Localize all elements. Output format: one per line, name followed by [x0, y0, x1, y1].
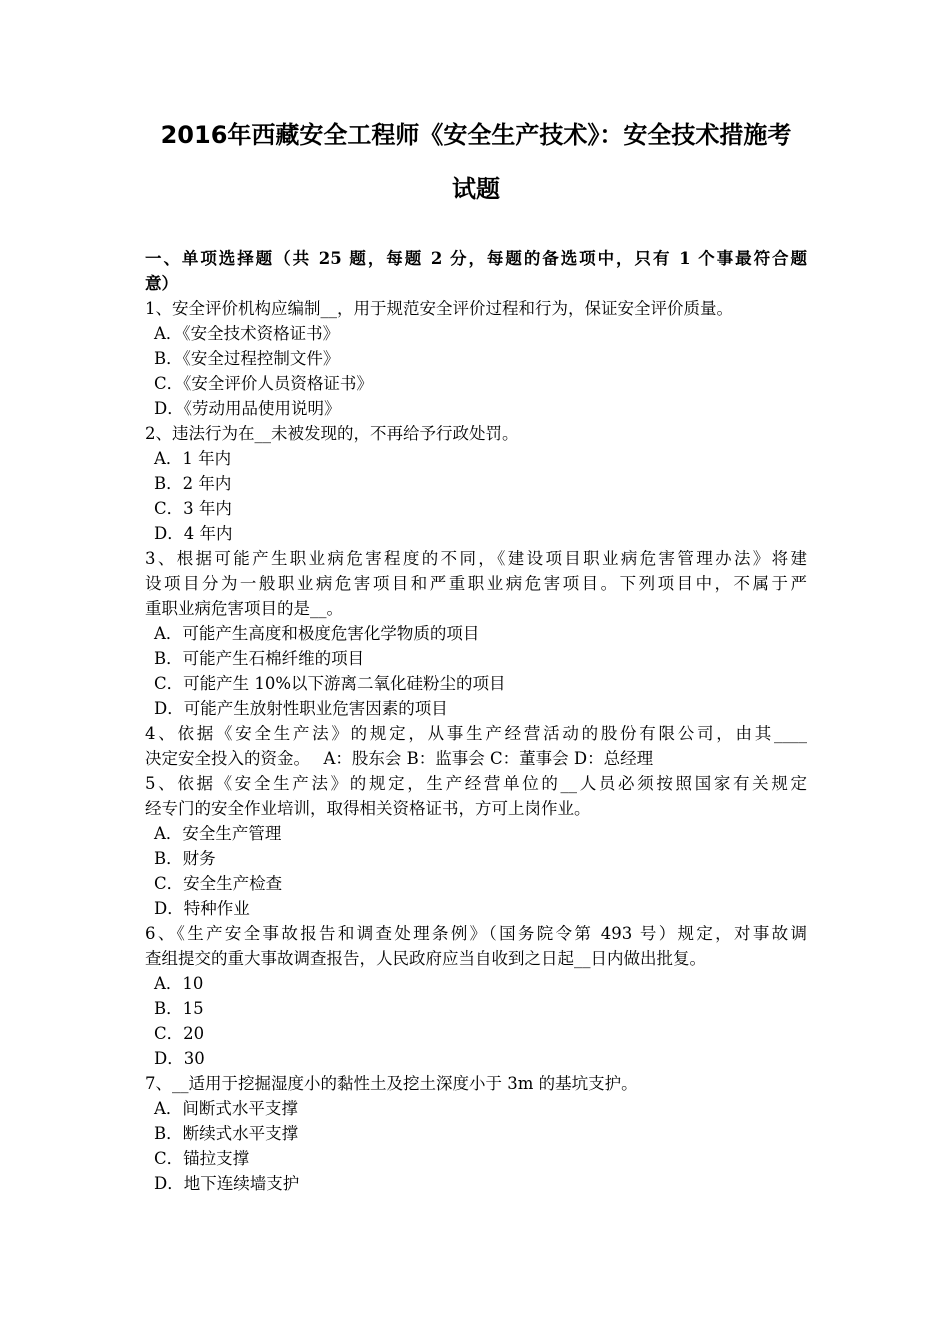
question-item [145, 921, 807, 1071]
question-item [145, 721, 807, 771]
answer-option: D．《劳动用品使用说明》 [154, 399, 341, 418]
answer-option: B．2 年内 [154, 474, 232, 493]
answer-option: B．《安全过程控制文件》 [154, 349, 340, 368]
question-list [145, 296, 807, 1196]
question-stem-line: 查组提交的重大事故调查报告，人民政府应当自收到之日起__日内做出批复。 [145, 949, 706, 968]
answer-option: D．可能产生放射性职业危害因素的项目 [154, 699, 448, 718]
answer-option: C．20 [154, 1024, 205, 1043]
answer-option: A．安全生产管理 [154, 824, 282, 843]
answer-option: C．3 年内 [154, 499, 232, 518]
document-title-line-1: 2016年西藏安全工程师《安全生产技术》：安全技术措施考 [160, 121, 792, 149]
answer-option: A．《安全技术资格证书》 [154, 324, 340, 343]
question-item [145, 771, 807, 921]
question-item [145, 546, 807, 721]
answer-option: D．4 年内 [154, 524, 233, 543]
question-item [145, 421, 807, 546]
question-stem-line: 6、《生产安全事故报告和调查处理条例》（国务院令第 493 号）规定，对事故调 [145, 924, 807, 943]
section-heading-line-1: 一、单项选择题（共 25 题，每题 2 分，每题的备选项中，只有 1 个事最符合题 [145, 249, 807, 268]
question-item [145, 1071, 807, 1196]
question-stem-line: 2、违法行为在__未被发现的，不再给予行政处罚。 [145, 424, 519, 443]
document-title-line-2: 试题 [452, 175, 500, 203]
answer-option: D．地下连续墙支护 [154, 1174, 300, 1193]
section-heading-line-2: 意） [145, 274, 178, 293]
answer-option: B．可能产生石棉纤维的项目 [154, 649, 365, 668]
answer-option: D．特种作业 [154, 899, 250, 918]
answer-option: B．15 [154, 999, 204, 1018]
question-stem-line: 5、依据《安全生产法》的规定，生产经营单位的__人员必须按照国家有关规定 [145, 774, 807, 793]
answer-option: A．1 年内 [154, 449, 232, 468]
question-stem-line: 重职业病危害项目的是__。 [145, 599, 343, 618]
answer-option: B．断续式水平支撑 [154, 1124, 299, 1143]
answer-option: C．可能产生 10%以下游离二氧化硅粉尘的项目 [154, 674, 506, 693]
question-stem-line: 1、安全评价机构应编制__，用于规范安全评价过程和行为，保证安全评价质量。 [145, 299, 733, 318]
answer-option: D．30 [154, 1049, 205, 1068]
answer-option: A．可能产生高度和极度危害化学物质的项目 [154, 624, 480, 643]
question-stem-line: 设项目分为一般职业病危害项目和严重职业病危害项目。下列项目中，不属于严 [145, 574, 807, 593]
answer-option: A．间断式水平支撑 [154, 1099, 298, 1118]
answer-option: B．财务 [154, 849, 216, 868]
answer-option: C．锚拉支撑 [154, 1149, 250, 1168]
answer-option: C．《安全评价人员资格证书》 [154, 374, 373, 393]
answer-option: A．10 [154, 974, 204, 993]
question-stem-line: 7、__适用于挖掘湿度小的黏性土及挖土深度小于 3m 的基坑支护。 [145, 1074, 638, 1093]
question-stem-line: 决定安全投入的资金。 A：股东会 B：监事会 C：董事会 D：总经理 [145, 749, 654, 768]
question-item [145, 296, 807, 421]
question-stem-line: 3、根据可能产生职业病危害程度的不同，《建设项目职业病危害管理办法》将建 [145, 549, 807, 568]
question-stem-line: 经专门的安全作业培训，取得相关资格证书，方可上岗作业。 [145, 799, 591, 818]
answer-option: C．安全生产检查 [154, 874, 283, 893]
document-body [145, 246, 807, 1196]
question-stem-line: 4、依据《安全生产法》的规定，从事生产经营活动的股份有限公司，由其____ [145, 724, 807, 743]
